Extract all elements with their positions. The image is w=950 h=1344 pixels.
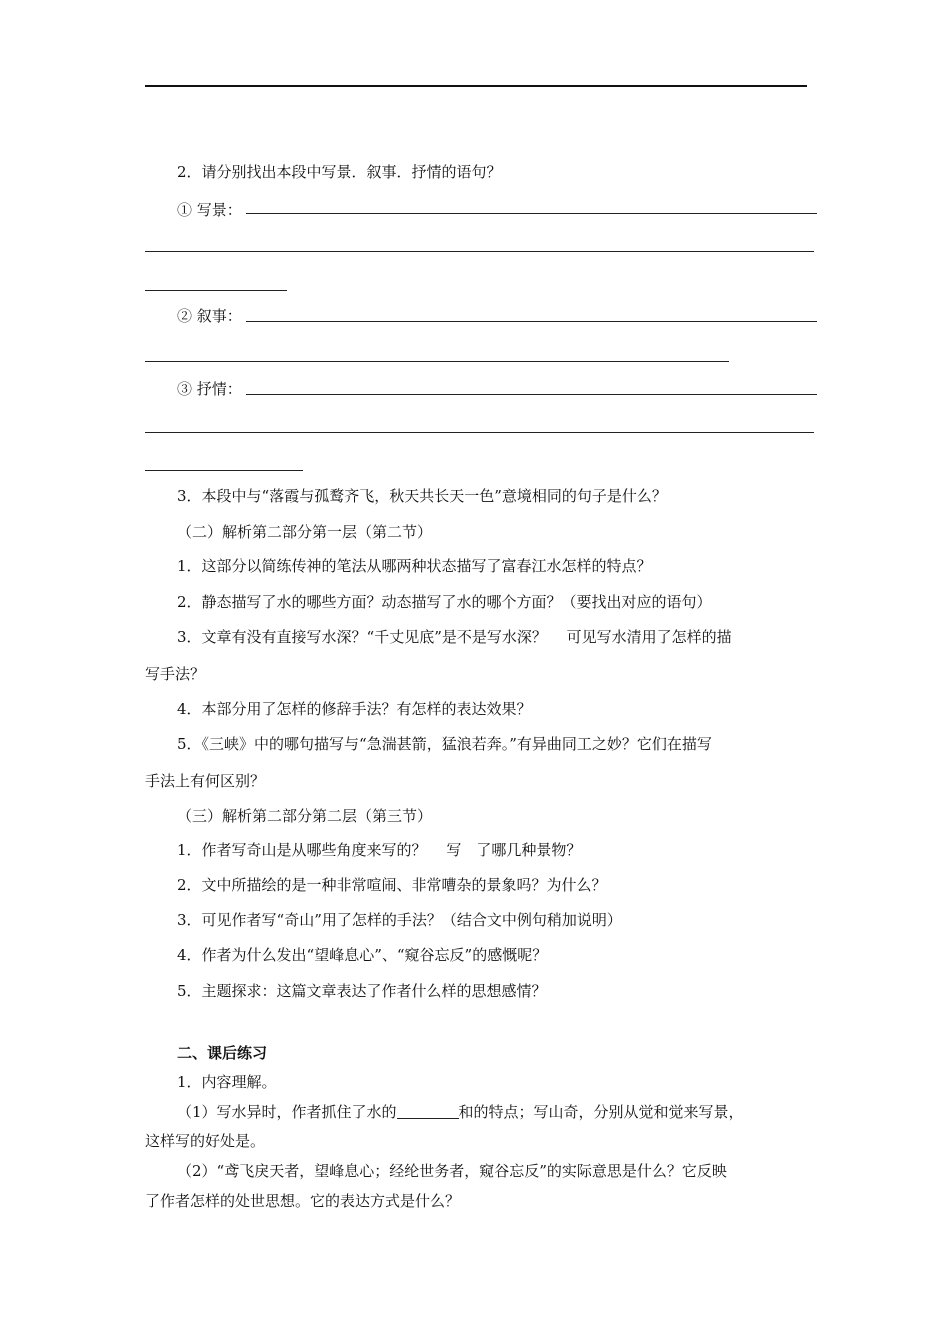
question: 3．可见作者写“奇山”用了怎样的手法？（结合文中例句稍加说明） — [177, 911, 622, 929]
answer-line — [145, 432, 814, 433]
question-text: （1）写水异时，作者抓住了水的 — [177, 1103, 397, 1121]
question: 3．文章有没有直接写水深？“千丈见底”是不是写水深？ 可见写水清用了怎样的描 — [177, 628, 732, 646]
header-rule — [145, 85, 807, 87]
answer-line — [145, 361, 729, 362]
answer-line — [246, 213, 817, 214]
section-heading: （三）解析第二部分第二层（第三节） — [177, 807, 433, 825]
question: （2）“鸢飞戾天者，望峰息心；经纶世务者，窥谷忘反”的实际意思是什么？它反映 — [177, 1162, 727, 1180]
question: 1．这部分以简练传神的笔法从哪两种状态描写了富春江水怎样的特点？ — [177, 557, 652, 575]
question: 5．主题探求：这篇文章表达了作者什么样的思想感情？ — [177, 982, 547, 1000]
question-continued: 手法上有何区别？ — [145, 772, 266, 790]
question: 2．文中所描绘的是一种非常喧闹、非常嘈杂的景象吗？为什么？ — [177, 876, 607, 894]
question: 1．内容理解。 — [177, 1073, 277, 1091]
fill-blank — [397, 1104, 459, 1119]
question: 5．《三峡》中的哪句描写与“急湍甚箭，猛浪若奔。”有异曲同工之妙？它们在描写 — [177, 735, 712, 753]
answer-line — [145, 290, 287, 291]
answer-line — [246, 394, 817, 395]
question: 4．作者为什么发出“望峰息心”、“窥谷忘反”的感慨呢？ — [177, 946, 548, 964]
answer-label-scenery: ① 写景： — [177, 201, 242, 219]
question: 1．作者写奇山是从哪些角度来写的？ 写 了哪几种景物？ — [177, 841, 582, 859]
practice-heading: 二、课后练习 — [177, 1044, 268, 1062]
question-mood: 3．本段中与“落霞与孤鹜齐飞，秋天共长天一色”意境相同的句子是什么？ — [177, 487, 667, 505]
answer-label-lyric: ③ 抒情： — [177, 380, 242, 398]
question-continued: 写手法？ — [145, 665, 206, 683]
question-continued: 了作者怎样的处世思想。它的表达方式是什么？ — [145, 1192, 461, 1210]
question-continued: 这样写的好处是。 — [145, 1132, 266, 1150]
question: 2．静态描写了水的哪些方面？动态描写了水的哪个方面？（要找出对应的语句） — [177, 593, 712, 611]
answer-line — [246, 321, 817, 322]
question-text: 和的特点；写山奇，分别从觉和觉来写景， — [458, 1103, 744, 1121]
question-scene-narrative-lyric: 2．请分别找出本段中写景．叙事．抒情的语句？ — [177, 163, 502, 181]
answer-label-narrative: ② 叙事： — [177, 307, 242, 325]
question — [177, 1102, 744, 1122]
question: 4．本部分用了怎样的修辞手法？有怎样的表达效果？ — [177, 700, 532, 718]
answer-line — [145, 251, 814, 252]
section-heading: （二）解析第二部分第一层（第二节） — [177, 523, 433, 541]
answer-line — [145, 470, 303, 471]
